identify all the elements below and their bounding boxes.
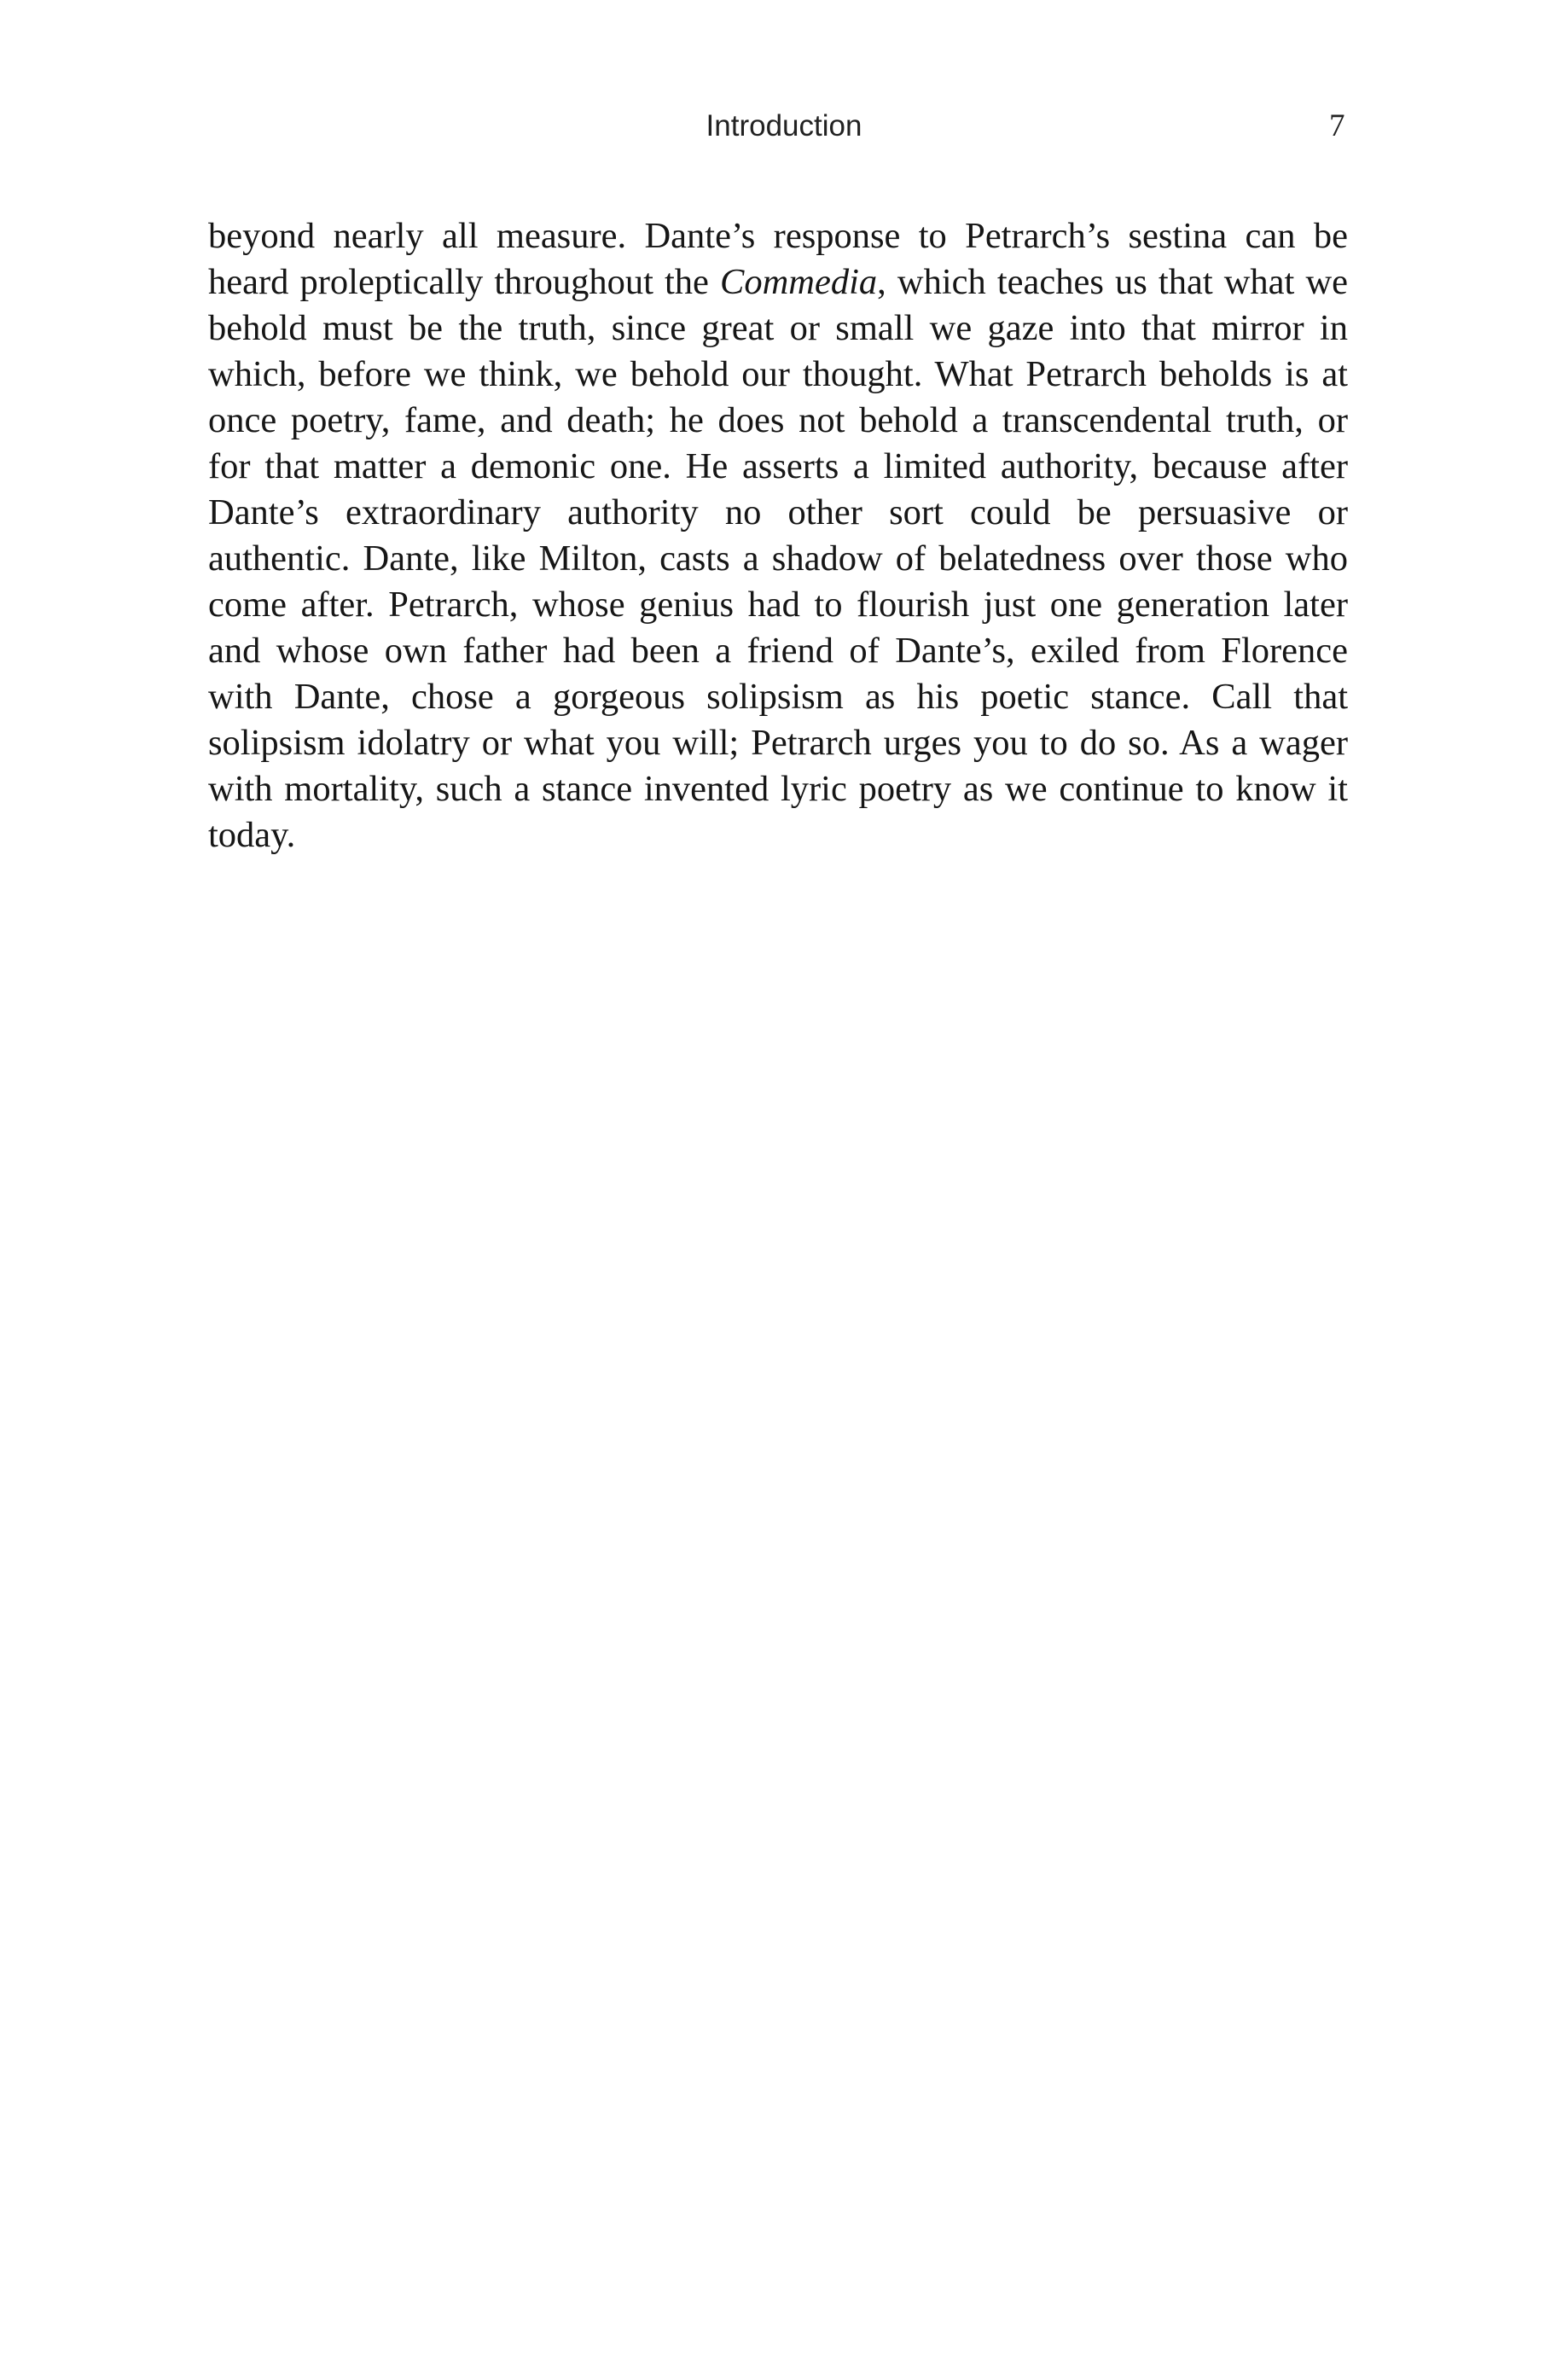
text-line: for that matter a demonic one. He asserts a limited authority, because after	[208, 446, 1348, 486]
text-run: , which teaches us that what we	[877, 262, 1348, 302]
text-line: behold must be the truth, since great or small we gaze into that mirror in	[208, 308, 1348, 348]
text-line: come after. Petrarch, whose genius had to flourish just one generation later	[208, 585, 1348, 625]
text-line	[208, 259, 1348, 305]
running-head-title: Introduction	[706, 109, 862, 143]
text-line: solipsism idolatry or what you will; Petrarch urges you to do so. As a wager	[208, 723, 1348, 763]
text-line: Dante’s extraordinary authority no other sort could be persuasive or	[208, 492, 1348, 532]
book-title-italic: Commedia	[720, 262, 878, 302]
text-line: today.	[208, 815, 296, 855]
text-line: with mortality, such a stance invented lyric poetry as we continue to know it	[208, 769, 1348, 809]
text-run: heard proleptically throughout the	[208, 262, 721, 302]
text-line: authentic. Dante, like Milton, casts a shadow of belatedness over those who	[208, 538, 1348, 579]
text-line: with Dante, chose a gorgeous solipsism as his poetic stance. Call that	[208, 677, 1348, 717]
running-head	[0, 102, 1568, 154]
page-number: 7	[1329, 108, 1345, 143]
text-line: which, before we think, we behold our thought. What Petrarch beholds is at	[208, 354, 1348, 394]
text-line: and whose own father had been a friend of Dante’s, exiled from Florence	[208, 631, 1348, 671]
text-line: once poetry, fame, and death; he does not behold a transcendental truth, or	[208, 400, 1348, 440]
text-line: beyond nearly all measure. Dante’s response to Petrarch’s sestina can be	[208, 216, 1348, 256]
body-paragraph	[208, 213, 1348, 858]
